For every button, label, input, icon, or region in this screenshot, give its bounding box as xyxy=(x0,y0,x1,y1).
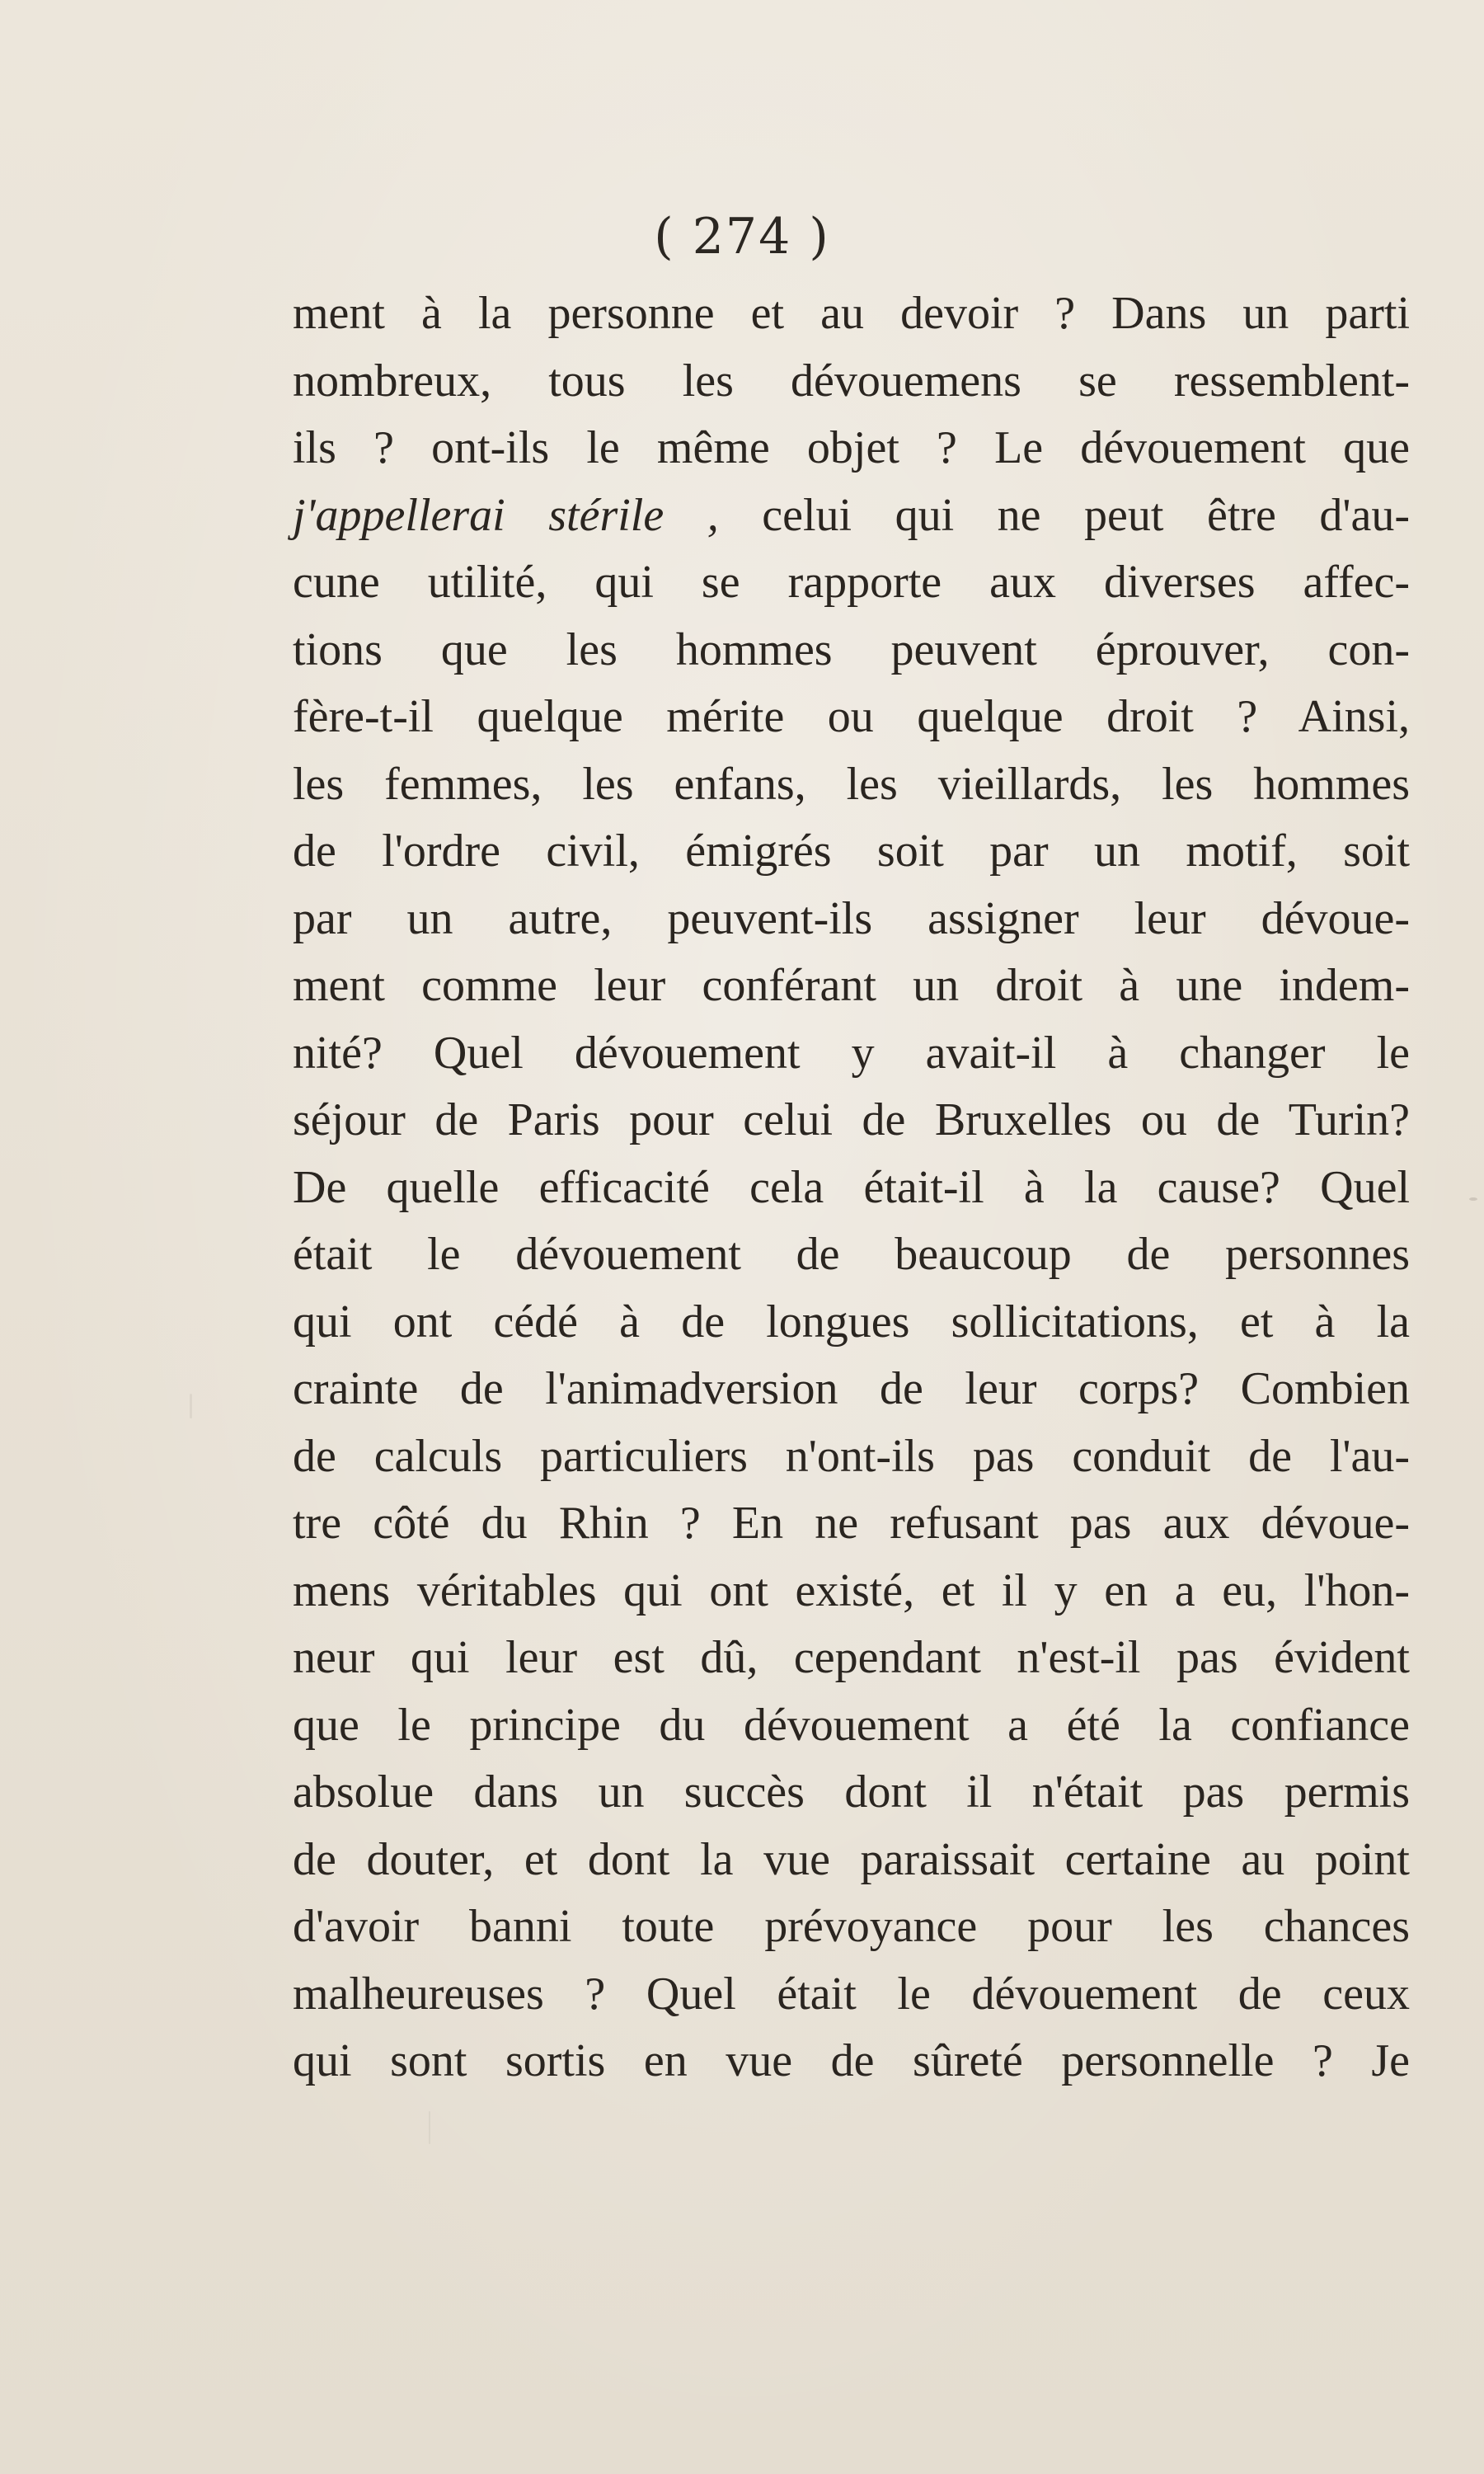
paper-speck xyxy=(190,1394,192,1418)
text-line: nombreux, tous les dévouemens se ressemblent- xyxy=(293,355,1410,407)
text-line: était le dévouement de beaucoup de personnes xyxy=(293,1229,1410,1280)
paper-speck xyxy=(1469,1197,1477,1201)
text-line: malheureuses ? Quel était le dévouement de ceux xyxy=(293,1968,1410,2020)
italic-phrase: j'appellerai stérile , xyxy=(293,489,719,541)
text-line: d'avoir banni toute prévoyance pour les chances xyxy=(293,1901,1410,1952)
text-line: De quelle efficacité cela était-il à la cause? Quel xyxy=(293,1161,1410,1213)
text-line: séjour de Paris pour celui de Bruxelles ou de Turin? xyxy=(293,1094,1410,1145)
text-line: par un autre, peuvent-ils assigner leur dévoue- xyxy=(293,892,1410,944)
text-line: qui sont sortis en vue de sûreté personnelle ? Je xyxy=(293,2035,1410,2086)
text-line: ment à la personne et au devoir ? Dans un parti xyxy=(293,288,1410,339)
text-line: neur qui leur est dû, cependant n'est-il pas évident xyxy=(293,1632,1410,1683)
paper-speck xyxy=(429,2111,430,2144)
text-line: qui ont cédé à de longues sollicitations, et à la xyxy=(293,1296,1410,1348)
body-text xyxy=(293,280,1410,2095)
text-line: que le principe du dévouement a été la confiance xyxy=(293,1699,1410,1751)
text-line: de l'ordre civil, émigrés soit par un motif, soit xyxy=(293,825,1410,877)
text-line: les femmes, les enfans, les vieillards, les hommes xyxy=(293,758,1410,810)
text-line: absolue dans un succès dont il n'était pas permis xyxy=(293,1766,1410,1818)
text-line: ils ? ont-ils le même objet ? Le dévouement que xyxy=(293,422,1410,473)
text-line: de calculs particuliers n'ont-ils pas conduit de l'au- xyxy=(293,1430,1410,1482)
text-line: mens véritables qui ont existé, et il y en a eu, l'hon- xyxy=(293,1564,1410,1616)
text-line xyxy=(293,482,1410,550)
text-line: tions que les hommes peuvent éprouver, con- xyxy=(293,623,1410,675)
text-line: ment comme leur conférant un droit à une indem- xyxy=(293,960,1410,1011)
text-line: crainte de l'animadversion de leur corps? Combien xyxy=(293,1363,1410,1414)
page-number: ( 274 ) xyxy=(654,208,830,266)
text-line: fère-t-il quelque mérite ou quelque droit ? Ainsi, xyxy=(293,691,1410,742)
text-line-rest: celui qui ne peut être d'au- xyxy=(718,489,1411,541)
text-line: nité? Quel dévouement y avait-il à changer le xyxy=(293,1027,1410,1079)
text-line: de douter, et dont la vue paraissait certaine au point xyxy=(293,1833,1410,1885)
text-line: tre côté du Rhin ? En ne refusant pas aux dévoue- xyxy=(293,1498,1410,1549)
text-line: cune utilité, qui se rapporte aux diverses affec- xyxy=(293,557,1410,608)
